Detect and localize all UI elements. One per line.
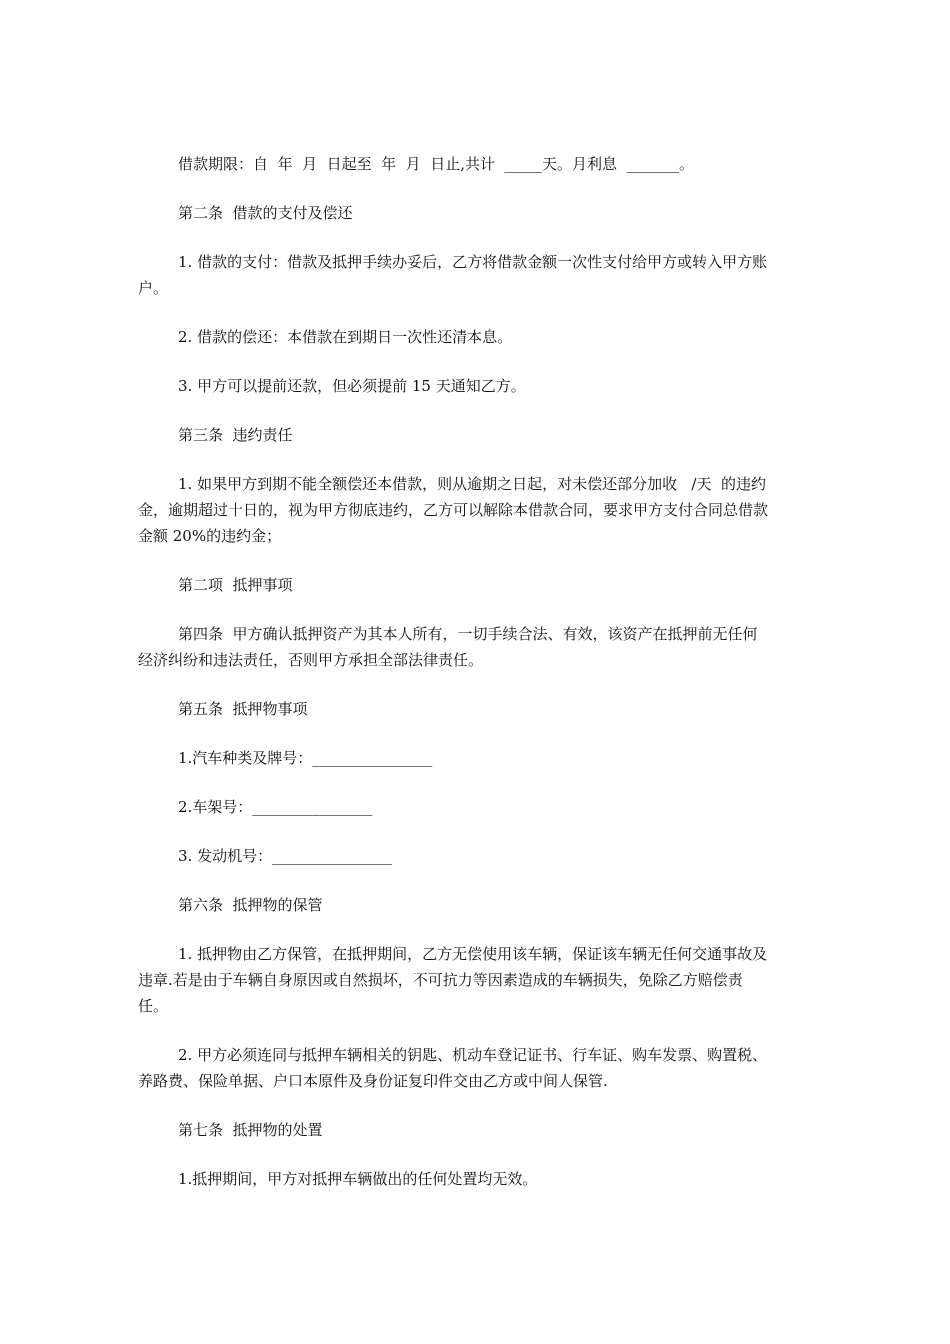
section-2-heading: 第二项 抵押事项	[178, 576, 293, 594]
article-3-heading: 第三条 违约责任	[178, 426, 293, 444]
article-2-item-1: 1. 借款的支付：借款及抵押手续办妥后，乙方将借款金额一次性支付给甲方或转入甲方账户。	[138, 253, 768, 297]
chassis-number-field: 2.车架号：________________	[178, 798, 373, 816]
article-3-item-1: 1. 如果甲方到期不能全额偿还本借款，则从逾期之日起，对未偿还部分加收 /天 的违约金，逾期超过十日的，视为甲方彻底违约，乙方可以解除本借款合同，要求甲方支付合同总借款金额 20%的违约金；	[138, 475, 769, 545]
document-body	[138, 151, 810, 1192]
article-6-item-2: 2. 甲方必须连同与抵押车辆相关的钥匙、机动车登记证书、行车证、购车发票、购置税、养路费、保险单据、户口本原件及身份证复印件交由乙方或中间人保管.	[138, 1046, 768, 1090]
loan-term-clause: 借款期限：自 年 月 日起至 年 月 日止,共计 _____天。月利息 _______。	[178, 155, 695, 173]
article-4-text: 第四条 甲方确认抵押资产为其本人所有，一切手续合法、有效，该资产在抵押前无任何经济纠纷和违法责任，否则甲方承担全部法律责任。	[138, 625, 758, 669]
article-2-heading: 第二条 借款的支付及偿还	[178, 204, 353, 222]
article-2-item-3: 3. 甲方可以提前还款，但必须提前 15 天通知乙方。	[178, 377, 526, 395]
article-7-heading: 第七条 抵押物的处置	[178, 1121, 323, 1139]
vehicle-type-plate-field: 1.汽车种类及牌号：________________	[178, 749, 433, 767]
article-5-heading: 第五条 抵押物事项	[178, 700, 308, 718]
article-2-item-2: 2. 借款的偿还：本借款在到期日一次性还清本息。	[178, 328, 513, 346]
engine-number-field: 3. 发动机号：________________	[178, 847, 393, 865]
article-6-heading: 第六条 抵押物的保管	[178, 896, 323, 914]
article-6-item-1: 1. 抵押物由乙方保管，在抵押期间，乙方无偿使用该车辆，保证该车辆无任何交通事故及违章.若是由于车辆自身原因或自然损坏，不可抗力等因素造成的车辆损失，免除乙方赔偿责任。	[138, 945, 768, 1015]
article-7-item-1: 1.抵押期间，甲方对抵押车辆做出的任何处置均无效。	[178, 1170, 538, 1188]
